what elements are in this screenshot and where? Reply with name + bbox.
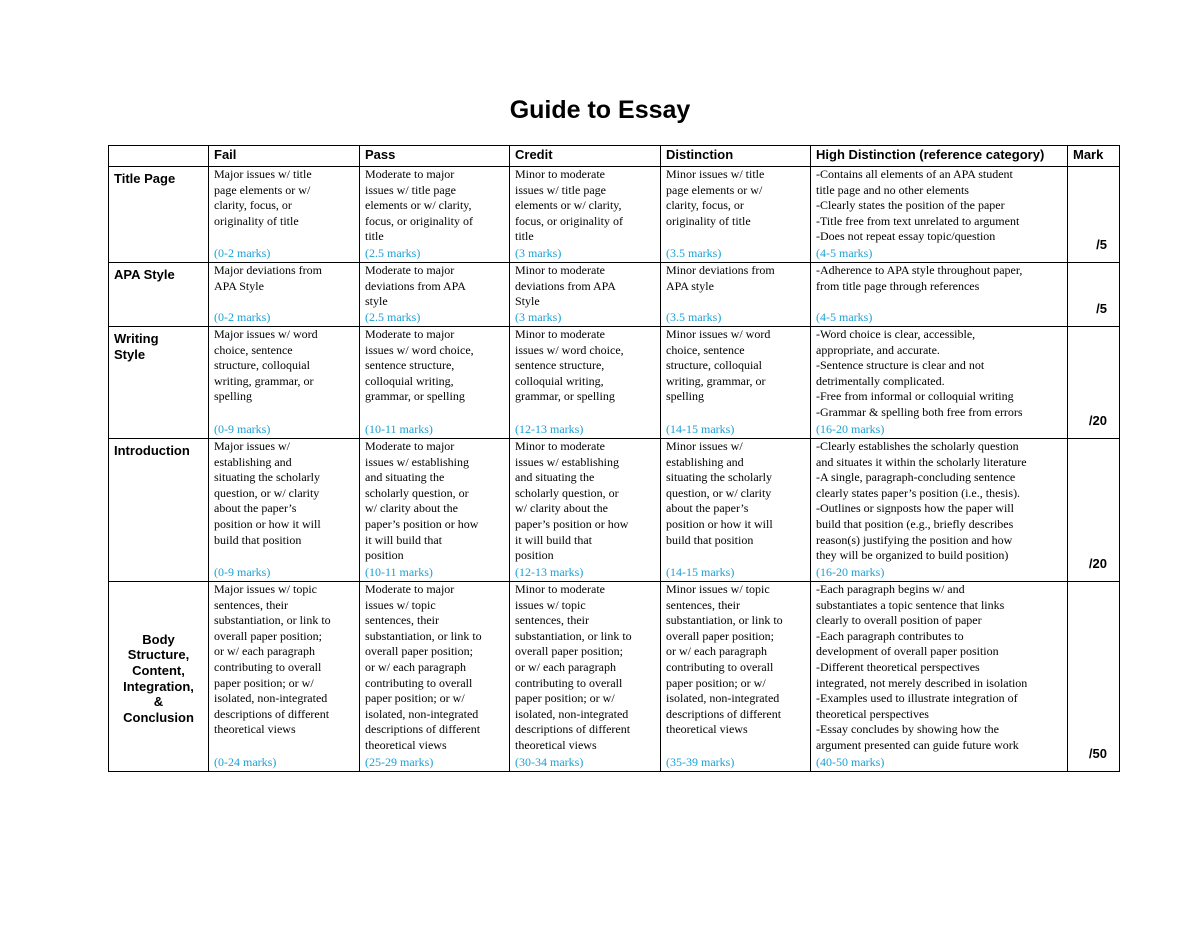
criterion-label: Body Structure, Content, Integration, & Conclusion (109, 582, 209, 772)
mark-total (1068, 327, 1120, 439)
marks-range: (0-2 marks) (214, 310, 271, 325)
marks-range: (16-20 marks) (816, 422, 885, 437)
cell-high-distinction (811, 167, 1068, 263)
marks-range: (2.5 marks) (365, 310, 421, 325)
cell-credit (510, 439, 661, 582)
criterion-description: -Contains all elements of an APA student title page and no other elements -Clearly states the position of the paper -Title free from text unrelated to argument -Does not repeat essay topic/question (816, 167, 1020, 244)
header-distinction: Distinction (661, 146, 811, 167)
marks-range: (25-29 marks) (365, 755, 434, 770)
marks-range: (12-13 marks) (515, 422, 584, 437)
criterion-label: Writing Style (109, 327, 209, 439)
mark-total-label: /20 (1088, 556, 1107, 571)
cell-credit (510, 327, 661, 439)
criterion-description: Moderate to major issues w/ title page elements or w/ clarity, focus, or originality of title (365, 167, 473, 244)
cell-credit (510, 582, 661, 772)
criterion-description: Minor issues w/ title page elements or w/ clarity, focus, or originality of title (666, 167, 765, 228)
criterion-description: -Adherence to APA style throughout paper, from title page through references (816, 263, 1023, 293)
criterion-description: Moderate to major deviations from APA style (365, 263, 466, 309)
criterion-description: -Each paragraph begins w/ and substantiates a topic sentence that links clearly to overall position of paper -Each paragraph contributes to development of overall paper position -Different theoretical perspectives integrated, not merely described in isolation -Examples used to illustrate integration of theoretical perspectives -Essay concludes by showing how the argument presented can guide future work (816, 582, 1028, 752)
criterion-label: Introduction (109, 439, 209, 582)
cell-fail (209, 582, 360, 772)
cell-distinction (661, 582, 811, 772)
criterion-description: Major issues w/ word choice, sentence structure, colloquial writing, grammar, or spelling (214, 327, 318, 404)
criterion-description: Minor to moderate deviations from APA Style (515, 263, 616, 309)
marks-range: (4-5 marks) (816, 246, 873, 261)
marks-range: (14-15 marks) (666, 422, 735, 437)
marks-range: (0-9 marks) (214, 422, 271, 437)
marks-range: (35-39 marks) (666, 755, 735, 770)
marks-range: (10-11 marks) (365, 422, 433, 437)
header-credit: Credit (510, 146, 661, 167)
cell-distinction (661, 263, 811, 327)
header-row (109, 146, 1120, 167)
header-pass: Pass (360, 146, 510, 167)
header-fail: Fail (209, 146, 360, 167)
rubric-row (109, 263, 1120, 327)
cell-credit (510, 263, 661, 327)
cell-pass (360, 439, 510, 582)
rubric-row (109, 439, 1120, 582)
criterion-description: Moderate to major issues w/ topic sentences, their substantiation, or link to overall paper position; or w/ each paragraph contributing to overall paper position; or w/ isolated, non-integrated descriptions of different theoretical views (365, 582, 482, 752)
mark-total (1068, 263, 1120, 327)
mark-total-label: /20 (1088, 413, 1107, 428)
marks-range: (3 marks) (515, 310, 562, 325)
criterion-description: Minor to moderate issues w/ word choice, sentence structure, colloquial writing, grammar, or spelling (515, 327, 624, 404)
cell-credit (510, 167, 661, 263)
cell-pass (360, 327, 510, 439)
marks-range: (10-11 marks) (365, 565, 433, 580)
criterion-description: -Clearly establishes the scholarly question and situates it within the scholarly literature -A single, paragraph-concluding sentence clearly states paper’s position (i.e., thesis). -Outlines or signposts how the paper will build that position (e.g., briefly describes reason(s) justifying the position and how they will be organized to build position) (816, 439, 1027, 563)
cell-distinction (661, 327, 811, 439)
header-high-distinction: High Distinction (reference category) (811, 146, 1068, 167)
criterion-label: Title Page (109, 167, 209, 263)
marks-range: (3 marks) (515, 246, 562, 261)
criterion-label: APA Style (109, 263, 209, 327)
marks-range: (30-34 marks) (515, 755, 584, 770)
page-title: Guide to Essay (509, 96, 691, 124)
criterion-description: Minor to moderate issues w/ title page elements or w/ clarity, focus, or originality of title (515, 167, 623, 244)
header-criterion (109, 146, 209, 167)
marks-range: (40-50 marks) (816, 755, 885, 770)
cell-pass (360, 582, 510, 772)
marks-range: (16-20 marks) (816, 565, 885, 580)
criterion-description: Minor to moderate issues w/ establishing and situating the scholarly question, or w/ clarity about the paper’s position or how it will build that position (515, 439, 629, 563)
cell-fail (209, 327, 360, 439)
marks-range: (3.5 marks) (666, 310, 722, 325)
criterion-description: Minor to moderate issues w/ topic sentences, their substantiation, or link to overall paper position; or w/ each paragraph contributing to overall paper position; or w/ isolated, non-integrated descriptions of different theoretical views (515, 582, 632, 752)
marks-range: (14-15 marks) (666, 565, 735, 580)
marks-range: (12-13 marks) (515, 565, 584, 580)
marks-range: (0-2 marks) (214, 246, 271, 261)
rubric-row (109, 582, 1120, 772)
header-mark: Mark (1068, 146, 1120, 167)
cell-high-distinction (811, 327, 1068, 439)
rubric-row (109, 327, 1120, 439)
cell-fail (209, 439, 360, 582)
marks-range: (3.5 marks) (666, 246, 722, 261)
cell-pass (360, 263, 510, 327)
cell-high-distinction (811, 439, 1068, 582)
criterion-description: Major issues w/ establishing and situating the scholarly question, or w/ clarity about the paper’s position or how it will build that position (214, 439, 321, 547)
criterion-description: Moderate to major issues w/ establishing and situating the scholarly question, or w/ clarity about the paper’s position or how it will build that position (365, 439, 479, 563)
mark-total-label: /50 (1088, 746, 1107, 761)
criterion-description: Minor issues w/ word choice, sentence structure, colloquial writing, grammar, or spelling (666, 327, 771, 404)
cell-high-distinction (811, 582, 1068, 772)
cell-distinction (661, 167, 811, 263)
marks-range: (4-5 marks) (816, 310, 873, 325)
marks-range: (0-24 marks) (214, 755, 277, 770)
cell-fail (209, 263, 360, 327)
mark-total (1068, 439, 1120, 582)
criterion-description: Major issues w/ title page elements or w/ clarity, focus, or originality of title (214, 167, 312, 228)
marks-range: (2.5 marks) (365, 246, 421, 261)
criterion-description: Minor issues w/ establishing and situating the scholarly question, or w/ clarity about the paper’s position or how it will build that position (666, 439, 773, 547)
rubric-row (109, 167, 1120, 263)
cell-distinction (661, 439, 811, 582)
criterion-description: Major issues w/ topic sentences, their substantiation, or link to overall paper position; or w/ each paragraph contributing to overall paper position; or w/ isolated, non-integrated descriptions of different theoretical views (214, 582, 331, 737)
criterion-description: Minor deviations from APA style (666, 263, 775, 293)
mark-total-label: /5 (1096, 301, 1107, 316)
criterion-description: Moderate to major issues w/ word choice, sentence structure, colloquial writing, grammar, or spelling (365, 327, 474, 404)
criterion-description: Minor issues w/ topic sentences, their substantiation, or link to overall paper position; or w/ each paragraph contributing to overall paper position; or w/ isolated, non-integrated descriptions of different theoretical views (666, 582, 783, 737)
cell-pass (360, 167, 510, 263)
mark-total-label: /5 (1096, 237, 1107, 252)
mark-total (1068, 582, 1120, 772)
mark-total (1068, 167, 1120, 263)
cell-high-distinction (811, 263, 1068, 327)
marks-range: (0-9 marks) (214, 565, 271, 580)
cell-fail (209, 167, 360, 263)
rubric-table (108, 145, 1120, 772)
criterion-description: -Word choice is clear, accessible, appropriate, and accurate. -Sentence structure is clear and not detrimentally complicated. -Free from informal or colloquial writing -Grammar & spelling both free from errors (816, 327, 1023, 419)
criterion-description: Major deviations from APA Style (214, 263, 322, 293)
